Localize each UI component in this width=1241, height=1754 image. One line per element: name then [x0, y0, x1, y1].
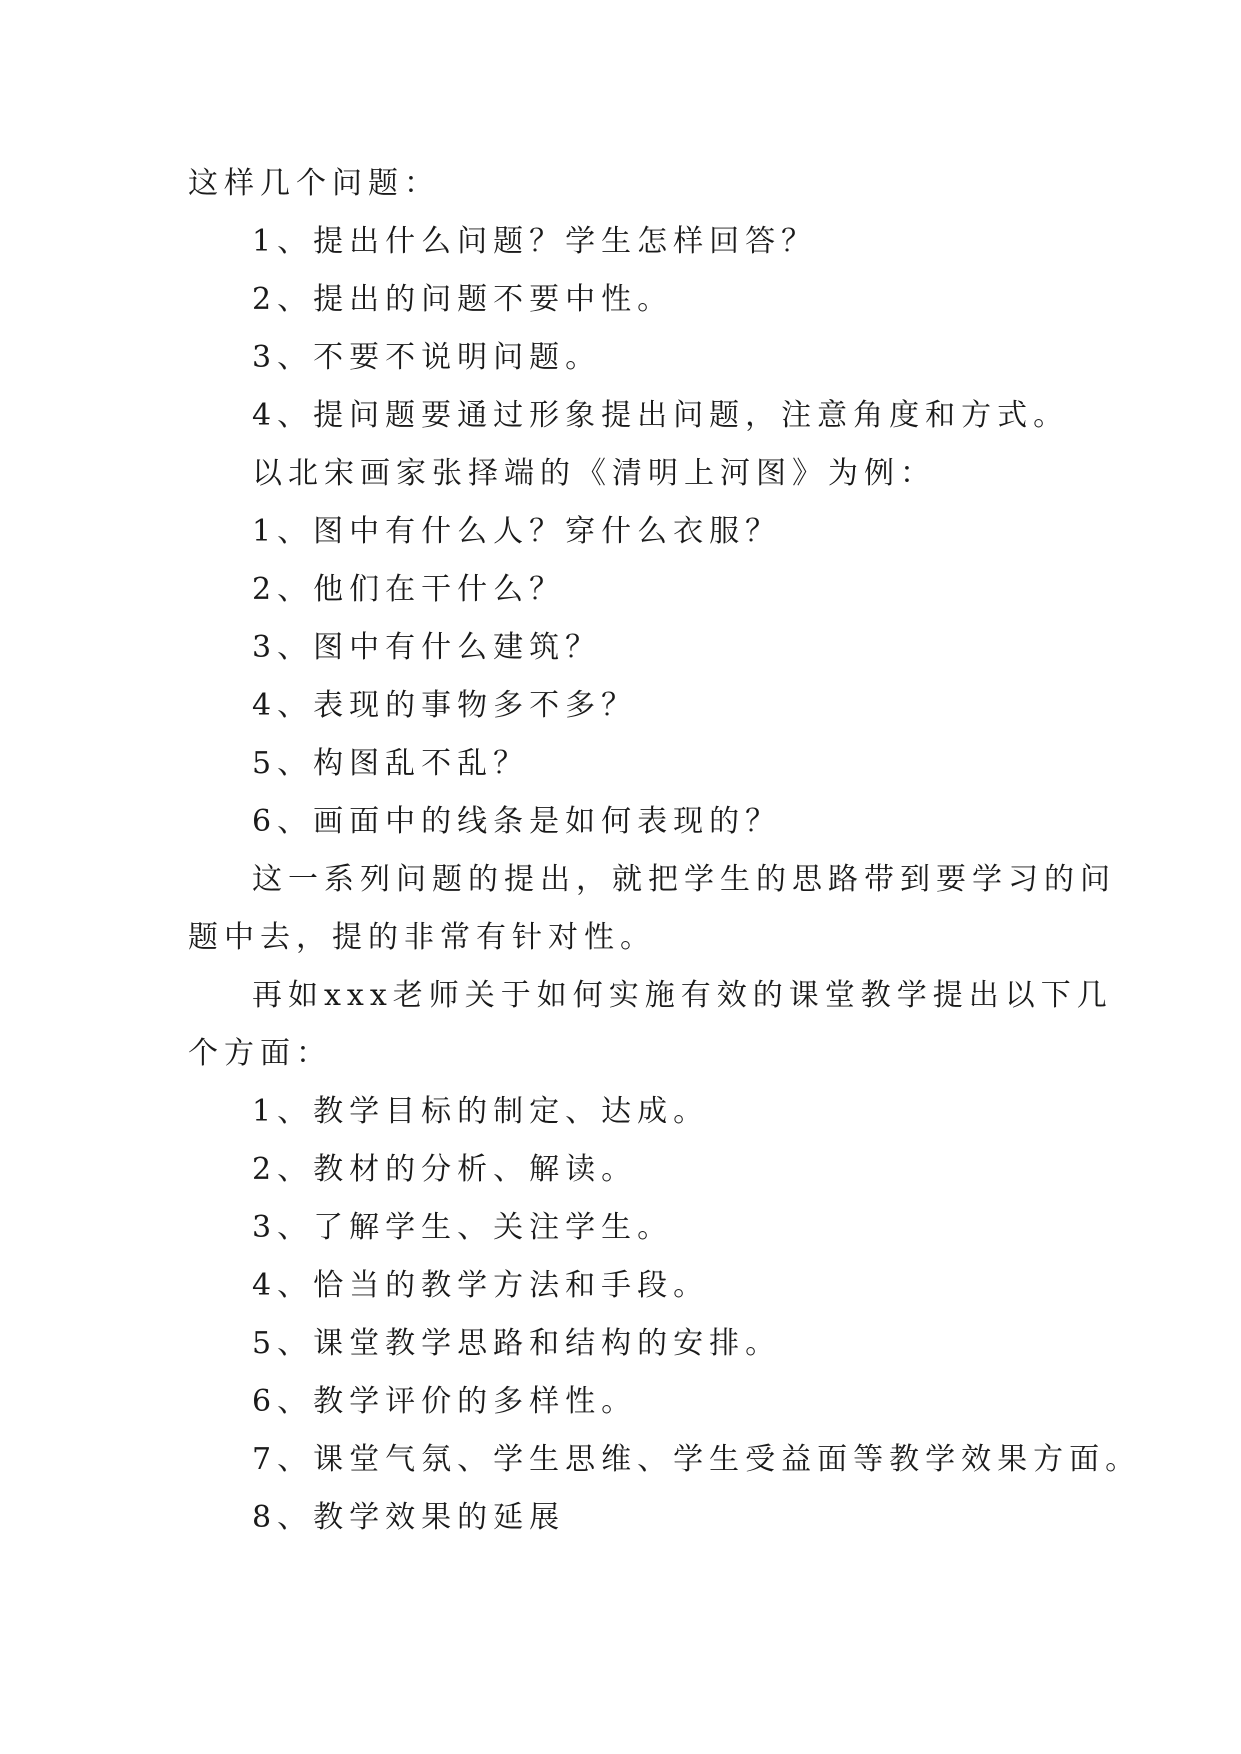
list-item: 4、表现的事物多不多？ [252, 688, 638, 723]
paragraph-line: 个方面： [188, 1036, 332, 1071]
list-item: 3、不要不说明问题。 [252, 340, 602, 375]
list-item: 6、画面中的线条是如何表现的？ [252, 804, 782, 839]
list-item: 3、了解学生、关注学生。 [252, 1210, 674, 1245]
list-item: 7、课堂气氛、学生思维、学生受益面等教学效果方面。 [252, 1442, 1142, 1477]
list-item: 3、图中有什么建筑？ [252, 630, 602, 665]
paragraph-line: 题中去，提的非常有针对性。 [188, 920, 656, 955]
list-item: 5、构图乱不乱？ [252, 746, 530, 781]
paragraph-line: 这一系列问题的提出，就把学生的思路带到要学习的问 [252, 862, 1116, 897]
paragraph-line: 再如xxx老师关于如何实施有效的课堂教学提出以下几 [252, 978, 1113, 1013]
list-item: 2、提出的问题不要中性。 [252, 282, 674, 317]
list-item: 8、教学效果的延展 [252, 1500, 566, 1535]
text-line: 这样几个问题： [188, 166, 440, 201]
list-item: 4、恰当的教学方法和手段。 [252, 1268, 710, 1303]
paragraph-line: 以北宋画家张择端的《清明上河图》为例： [252, 456, 936, 491]
list-item: 5、课堂教学思路和结构的安排。 [252, 1326, 782, 1361]
list-item: 1、教学目标的制定、达成。 [252, 1094, 710, 1129]
list-item: 2、教材的分析、解读。 [252, 1152, 638, 1187]
list-item: 4、提问题要通过形象提出问题，注意角度和方式。 [252, 398, 1070, 433]
list-item: 6、教学评价的多样性。 [252, 1384, 638, 1419]
list-item: 1、图中有什么人？穿什么衣服？ [252, 514, 782, 549]
list-item: 1、提出什么问题？学生怎样回答？ [252, 224, 818, 259]
list-item: 2、他们在干什么？ [252, 572, 566, 607]
